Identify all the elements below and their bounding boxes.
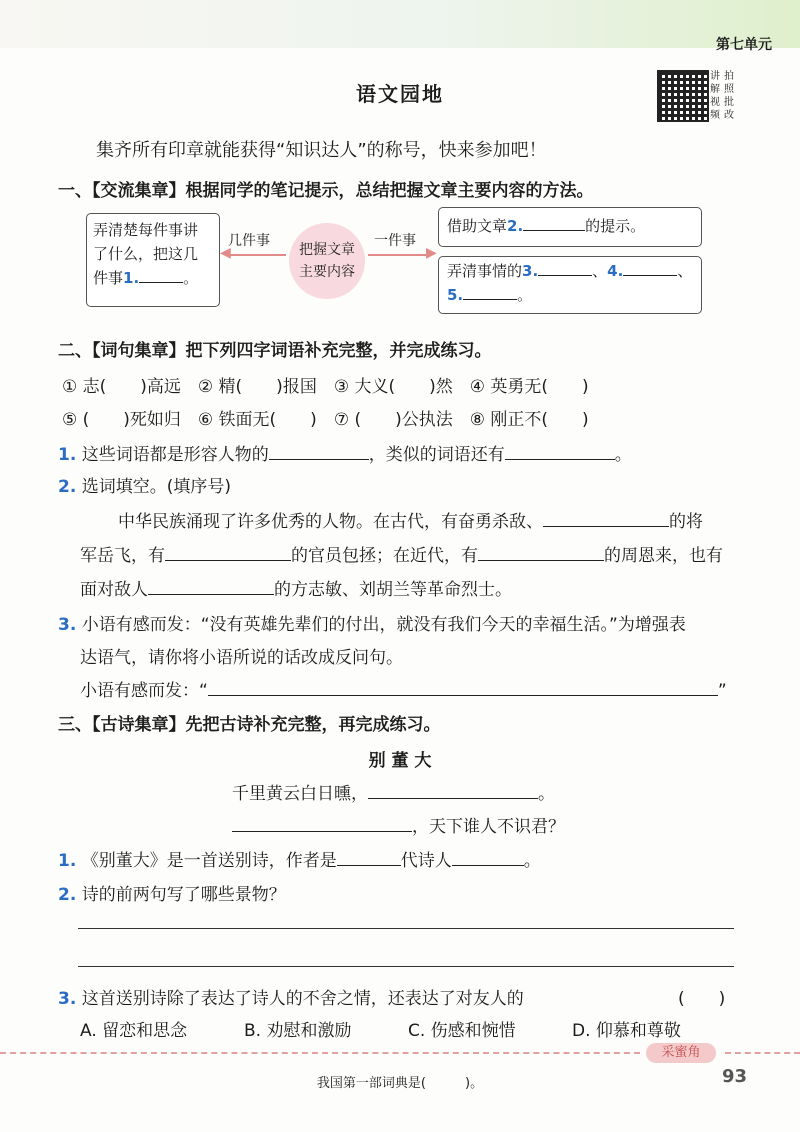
q3-paren[interactable]: ( ): [678, 989, 726, 1009]
center-line: 主要内容: [299, 264, 355, 280]
unit-label: 第七单元: [716, 37, 772, 53]
blank-q2-3[interactable]: [478, 544, 604, 561]
qr-caption-char: 频: [710, 110, 720, 121]
qr-caption-char: 批: [724, 97, 734, 108]
poem-line-1: 千里黄云白日曛， 。: [232, 784, 555, 804]
right-top-box: 借助文章2. 的提示。: [438, 207, 702, 247]
section2-heading: 二、【词句集章】把下列四字词语补充完整，并完成练习。: [58, 341, 492, 361]
idiom-row-2: ⑤ ( )死如归 ⑥ 铁面无( ) ⑦ ( )公执法 ⑧ 刚正不( ): [62, 410, 589, 430]
s3-question-2: 2. 诗的前两句写了哪些景物？: [58, 885, 286, 905]
option-c[interactable]: C. 伤感和惋惜: [408, 1021, 516, 1041]
blank-poem-1[interactable]: [368, 782, 538, 799]
option-d[interactable]: D. 仰慕和尊敬: [572, 1021, 681, 1041]
section3-heading: 三、【古诗集章】先把古诗补充完整，再完成练习。: [58, 715, 441, 735]
q3-answer-line: 小语有感而发：“ ”: [80, 681, 727, 701]
option-b[interactable]: B. 劝慰和激励: [244, 1021, 352, 1041]
blank-q3-answer[interactable]: [208, 679, 718, 696]
left-note-line: 了什么，把这几: [93, 245, 199, 263]
header-band: [0, 0, 800, 48]
qr-code-icon: [659, 72, 707, 120]
blank-1[interactable]: [139, 266, 183, 283]
blank-q1-a[interactable]: [269, 443, 369, 460]
arrow-right-label: 一件事: [374, 233, 416, 249]
right-bottom-box: 弄清事情的3. 、4. 、 5. 。: [438, 256, 702, 314]
page-title: 语文园地: [356, 82, 444, 106]
answer-line[interactable]: [78, 966, 734, 967]
qr-caption-char: 拍: [724, 71, 734, 82]
q2-para-line-3: 面对敌人 的方志敏、刘胡兰等革命烈士。: [80, 580, 512, 600]
blank-3[interactable]: [538, 259, 592, 276]
poem-line-2: ，天下谁人不识君？: [232, 812, 565, 837]
option-a[interactable]: A. 留恋和思念: [80, 1021, 188, 1041]
left-note-line: 弄清楚每件事讲: [93, 221, 199, 239]
left-note-box: [86, 213, 220, 307]
footer-divider: [0, 1052, 640, 1054]
q3-line-2: 达语气，请你将小语所说的话改成反问句。: [80, 648, 403, 668]
arrow-left-label: 几件事: [228, 233, 270, 249]
s3-question-1: 1. 《别董大》是一首送别诗，作者是 代诗人 。: [58, 851, 541, 871]
blank-poet[interactable]: [452, 849, 524, 866]
footer-divider: [725, 1052, 800, 1054]
center-circle: [289, 223, 365, 299]
s2-question-2: 2. 选词填空。(填序号): [58, 477, 231, 497]
arrow-head-icon: ◀: [220, 245, 231, 261]
qr-caption-char: 解: [710, 84, 720, 95]
arrow-head-icon: ▶: [426, 245, 437, 261]
s2-question-1: 1. 这些词语都是形容人物的 ，类似的词语还有 。: [58, 445, 632, 465]
qr-caption-char: 照: [724, 84, 734, 95]
qr-caption-char: 讲: [710, 71, 720, 82]
s3-question-3: 3. 这首送别诗除了表达了诗人的不舍之情，还表达了对友人的: [58, 989, 524, 1009]
blank-2[interactable]: [523, 214, 585, 231]
blank-dynasty[interactable]: [337, 849, 401, 866]
page-number: 93: [722, 1066, 748, 1087]
intro-text: 集齐所有印章就能获得“知识达人”的称号，快来参加吧！: [96, 140, 547, 161]
section1-heading: 一、【交流集章】根据同学的笔记提示，总结把握文章主要内容的方法。: [58, 181, 594, 201]
blank-q2-2[interactable]: [165, 544, 291, 561]
center-line: 把握文章: [299, 242, 355, 258]
blank-q2-1[interactable]: [543, 510, 669, 527]
q2-para-line-1: 中华民族涌现了许多优秀的人物。在古代，有奋勇杀敌、 的将: [118, 512, 703, 532]
blank-q1-b[interactable]: [505, 443, 615, 460]
honey-corner-badge: 采蜜角: [646, 1043, 716, 1063]
qr-caption-char: 改: [724, 110, 734, 121]
blank-4[interactable]: [623, 259, 677, 276]
footer-note: 我国第一部词典是( )。: [316, 1076, 484, 1091]
left-note-line: 件事1. 。: [93, 266, 213, 290]
idiom-row-1: ① 志( )高远 ② 精( )报国 ③ 大义( )然 ④ 英勇无( ): [62, 377, 589, 397]
qr-caption: [710, 70, 746, 122]
blank-poem-2[interactable]: [232, 815, 412, 832]
s2-question-3: 3. 小语有感而发：“没有英雄先辈们的付出，就没有我们今天的幸福生活。”为增强表: [58, 615, 686, 635]
q2-para-line-2: 军岳飞，有 的官员包拯；在近代，有 的周恩来，也有: [80, 546, 723, 566]
poem-title: 别 董 大: [368, 751, 432, 771]
blank-5[interactable]: [463, 283, 517, 300]
qr-caption-char: 视: [710, 97, 720, 108]
answer-line[interactable]: [78, 928, 734, 929]
blank-q2-4[interactable]: [148, 578, 274, 595]
